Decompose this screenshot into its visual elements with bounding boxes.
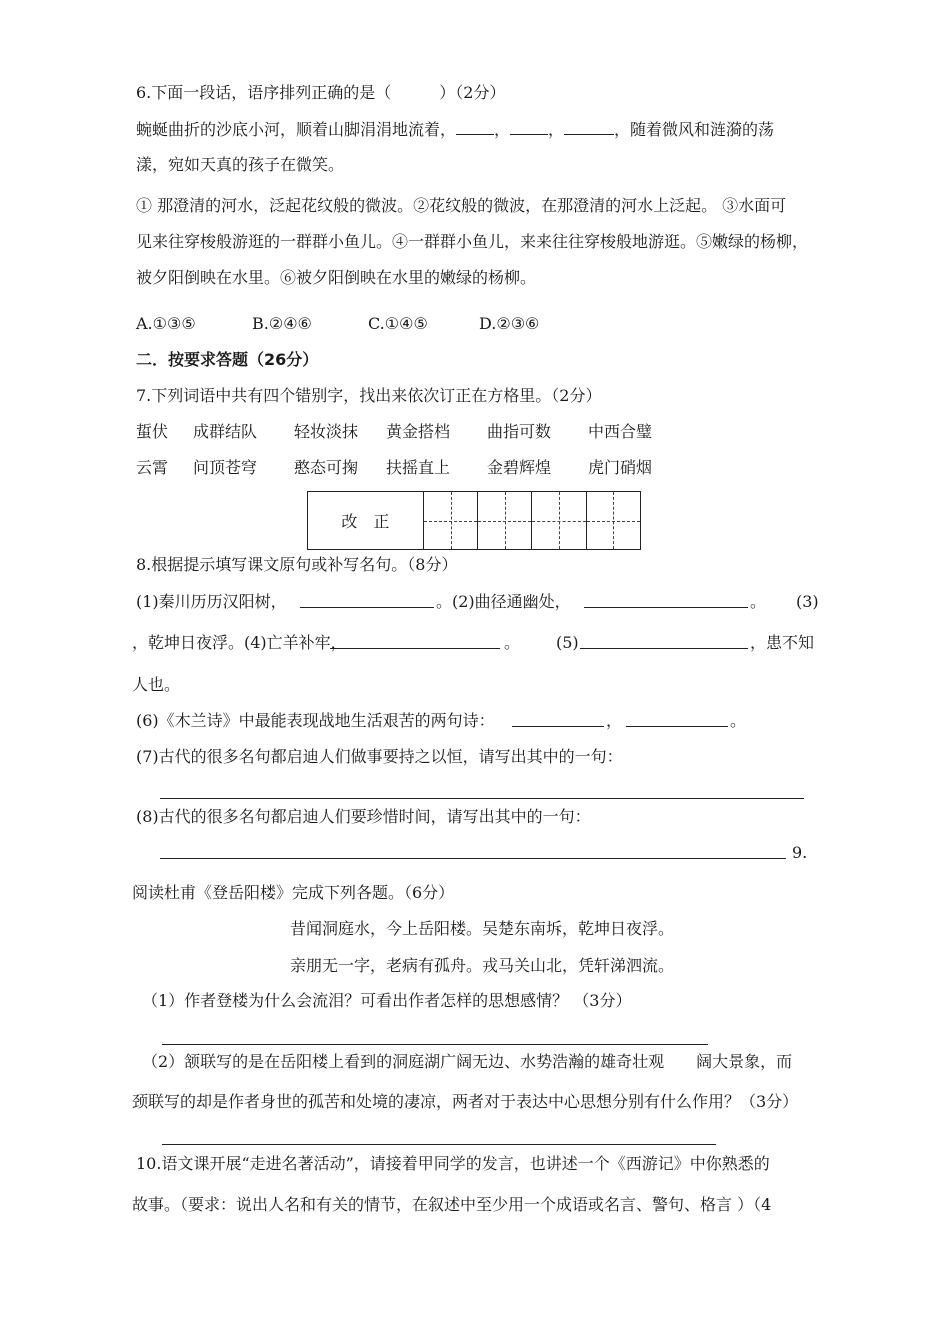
q6-options-line1: ① 那澄清的河水，泛起花纹般的微波。②花纹般的微波，在那澄清的河水上泛起。 ③水面可 — [136, 196, 787, 215]
q6-para-text-b: ，随着微风和涟漪的荡 — [614, 120, 775, 139]
q6-choice-b[interactable]: B.②④⑥ — [252, 314, 312, 333]
q7-word: 曲指可数 — [487, 422, 552, 441]
q8-blank-6[interactable] — [626, 726, 728, 727]
q6-sep-1: ， — [494, 120, 511, 139]
q7-word: 黄金搭档 — [386, 422, 451, 441]
q7-word: 轻妆淡抹 — [294, 422, 359, 441]
q9-number: 9. — [792, 843, 808, 862]
q10-line2: 故事。（要求：说出人名和有关的情节，在叙述中至少用一个成语或名言、警句、格言 ）（4 — [132, 1195, 772, 1214]
q7-word: 扶摇直上 — [386, 458, 451, 477]
correction-cell[interactable] — [478, 492, 532, 550]
q9-answer-line-1[interactable] — [162, 1044, 708, 1045]
q7-word: 虎门硝烟 — [588, 458, 653, 477]
q8-line1-text: (3) — [796, 592, 819, 611]
q8-line1-text: 。 — [750, 592, 767, 611]
q6-title: 6.下面一段话，语序排列正确的是（ ）（2分） — [136, 83, 506, 102]
q8-title: 8.根据提示填写课文原句或补写名句。（8分） — [136, 555, 458, 574]
q6-choice-c[interactable]: C.①④⑤ — [368, 314, 428, 333]
section2-title: 二．按要求答题（26分） — [136, 350, 319, 369]
q6-para-text-a: 蜿蜒曲折的沙底小河，顺着山脚涓涓地流着， — [136, 120, 457, 139]
q6-blank-2[interactable] — [510, 118, 548, 135]
q7-word: 蜇伏 — [136, 422, 169, 441]
q8-line4-text: (6)《木兰诗》中最能表现战地生活艰苦的两句诗： — [136, 711, 495, 730]
q6-blank-3[interactable] — [564, 118, 614, 135]
q9-title: 阅读杜甫《登岳阳楼》完成下列各题。（6分） — [132, 883, 455, 902]
q8-line2-text: (5) — [556, 633, 579, 652]
q8-blank-1[interactable] — [300, 607, 434, 608]
q8-line4-text: 。 — [730, 711, 747, 730]
q8-blank-5[interactable] — [512, 726, 604, 727]
q8-blank-2[interactable] — [584, 607, 748, 608]
q6-paragraph-line2: 漾，宛如天真的孩子在微笑。 — [136, 155, 345, 174]
q6-choice-d[interactable]: D.②③⑥ — [479, 314, 540, 333]
q8-line1-text: (1)秦川历历汉阳树， — [136, 592, 287, 611]
q6-paragraph-line1 — [136, 118, 774, 141]
q7-title: 7.下列词语中共有四个错别字，找出来依次订正在方格里。（2分） — [136, 386, 602, 405]
q8-blank-3[interactable] — [330, 648, 500, 649]
q6-options-line3: 被夕阳倒映在水里。⑥被夕阳倒映在水里的嫩绿的杨柳。 — [136, 268, 537, 287]
q8-answer-line-8[interactable] — [160, 858, 786, 859]
poem-line-1: 昔闻洞庭水，今上岳阳楼。吴楚东南坼，乾坤日夜浮。 — [290, 919, 675, 938]
q7-word: 云霄 — [136, 458, 169, 477]
q8-line3-text: 人也。 — [132, 675, 181, 694]
q8-line2-text: 。 — [504, 633, 521, 652]
q7-word: 问顶苍穹 — [193, 458, 258, 477]
q7-word: 中西合璧 — [588, 422, 653, 441]
q8-line6-text: (8)古代的很多名句都启迪人们要珍惜时间，请写出其中的一句： — [136, 807, 591, 826]
correction-table — [307, 491, 641, 550]
q8-line4-text: ， — [606, 711, 623, 730]
q8-line5-text: (7)古代的很多名句都启迪人们做事要持之以恒，请写出其中的一句： — [136, 747, 623, 766]
q8-answer-line-7[interactable] — [160, 798, 804, 799]
q8-blank-4[interactable] — [580, 648, 748, 649]
q10-line1: 10.语文课开展“走进名著活动”，请接着甲同学的发言，也讲述一个《西游记》中你熟悉的 — [136, 1154, 770, 1173]
q6-blank-1[interactable] — [456, 118, 494, 135]
poem-line-2: 亲朋无一字，老病有孤舟。戎马关山北，凭轩涕泗流。 — [290, 956, 675, 975]
correction-cell[interactable] — [423, 492, 477, 550]
q9-sub1: （1）作者登楼为什么会流泪？可看出作者怎样的思想感情？ （3分） — [142, 991, 632, 1010]
q7-word: 憨态可掬 — [294, 458, 359, 477]
correction-cell[interactable] — [532, 492, 586, 550]
q9-answer-line-2[interactable] — [162, 1144, 716, 1145]
q9-sub2-line1: （2）颔联写的是在岳阳楼上看到的洞庭湖广阔无边、水势浩瀚的雄奇壮观 阔大景象，而 — [142, 1052, 793, 1071]
q6-options-line2: 见来往穿梭般游逛的一群群小鱼儿。④一群群小鱼儿，来来往往穿梭般地游逛。⑤嫩绿的杨柳， — [136, 232, 809, 251]
q8-line2-text: ，乾坤日夜浮。(4)亡羊补牢， — [132, 633, 347, 652]
q9-sub2-line2: 颈联写的却是作者身世的孤苦和处境的凄凉，两者对于表达中心思想分别有什么作用？（3分） — [132, 1092, 799, 1111]
correction-cell[interactable] — [586, 492, 640, 550]
q8-line1-text: 。(2)曲径通幽处， — [436, 592, 571, 611]
q6-sep-2: ， — [548, 120, 565, 139]
q6-choice-a[interactable]: A.①③⑤ — [136, 314, 196, 333]
q7-word: 成群结队 — [193, 422, 258, 441]
q8-line2-text: ，患不知 — [750, 633, 815, 652]
correction-label: 改 正 — [308, 492, 424, 550]
q7-word: 金碧辉煌 — [487, 458, 552, 477]
